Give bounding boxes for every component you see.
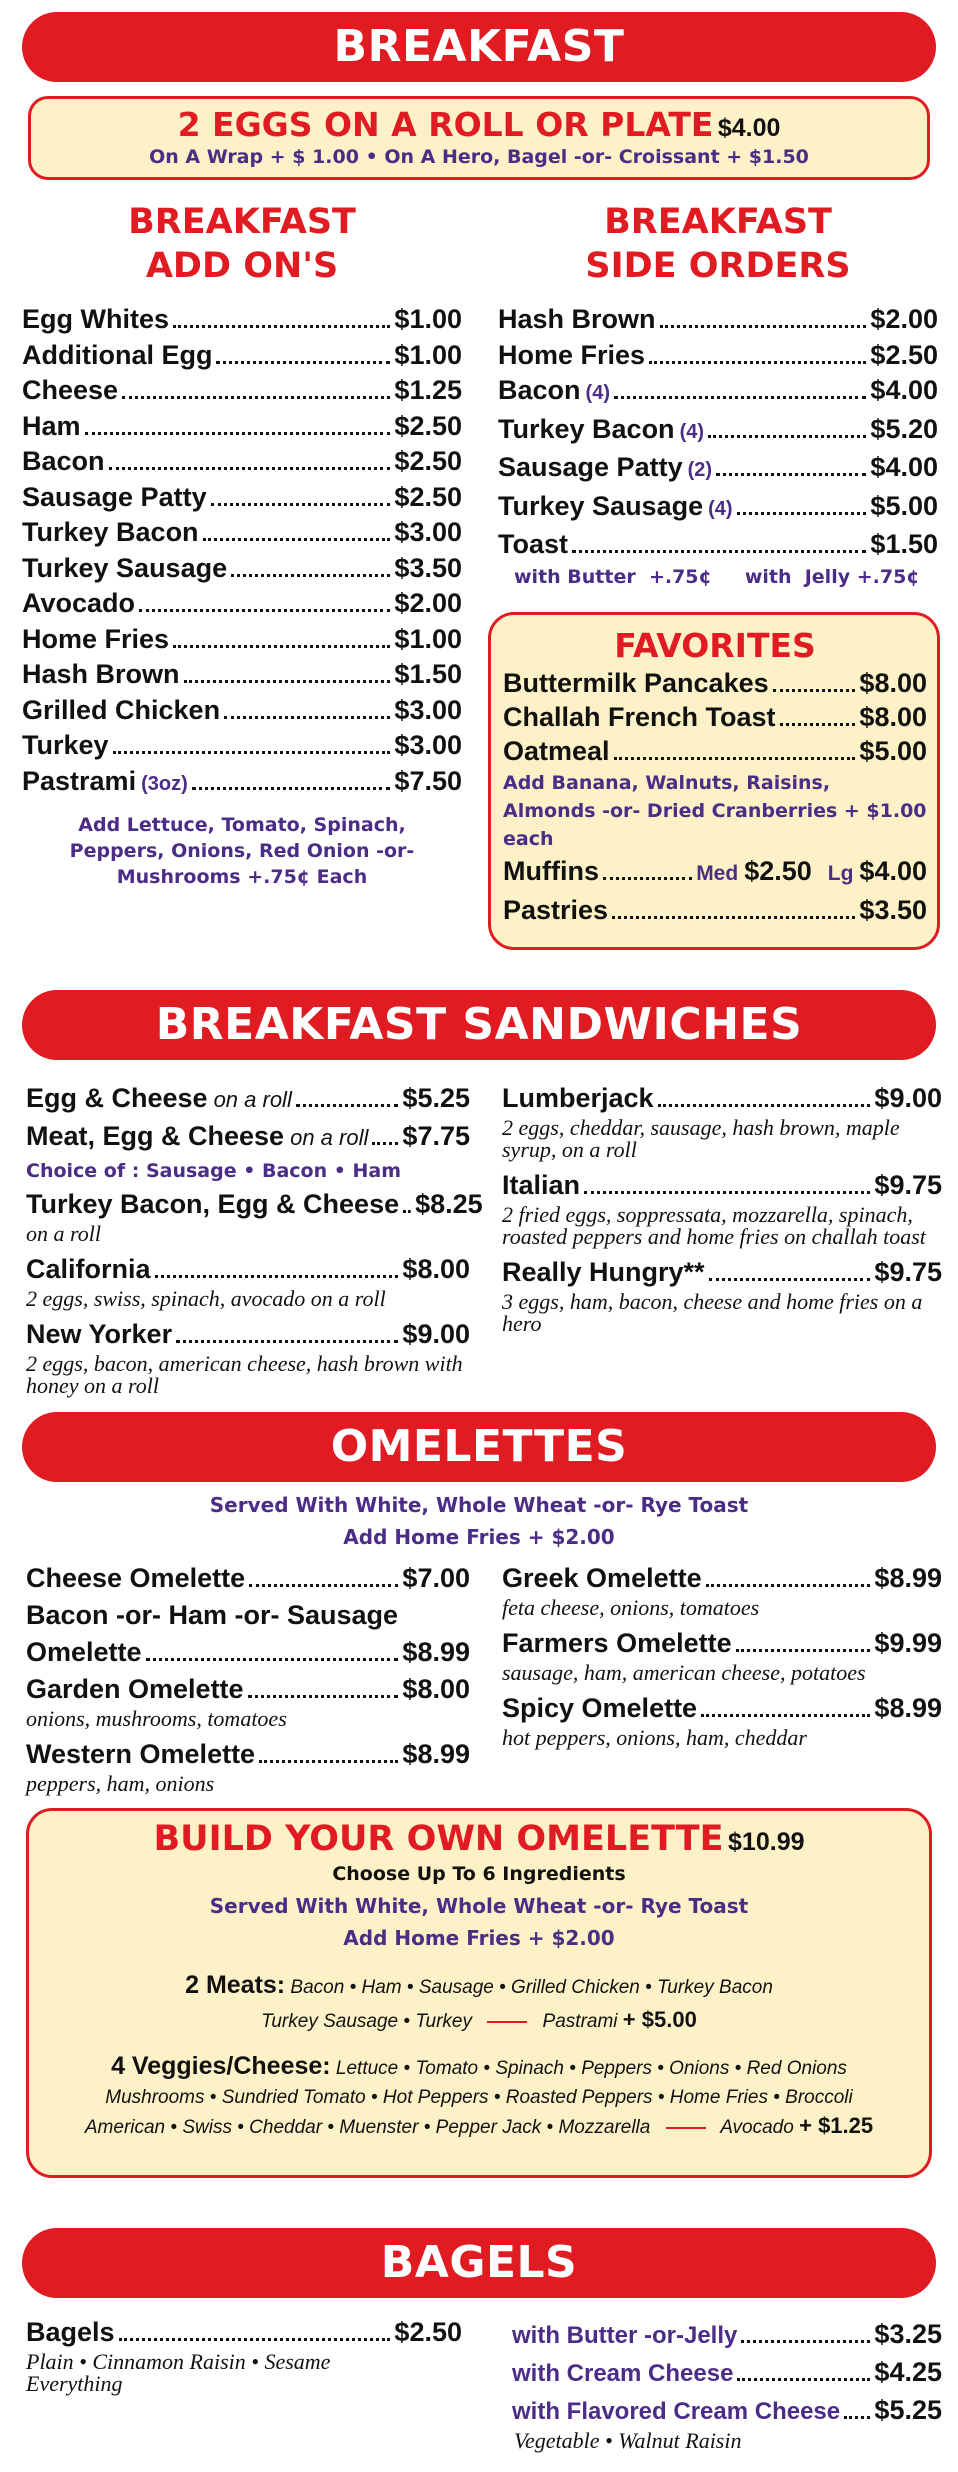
favorites-note: Add Banana, Walnuts, Raisins, Almonds -or- Dried Cranberries + $1.00 each — [503, 772, 927, 850]
item-price: $9.99 — [874, 1628, 942, 1658]
item-price: $8.00 — [859, 702, 927, 732]
dot-leader — [224, 716, 390, 719]
bagels-banner: BAGELS — [22, 2228, 936, 2298]
toast-note: with Butter +.75¢ with Jelly +.75¢ — [514, 565, 920, 588]
veg-line-2 — [29, 2085, 929, 2111]
dot-leader — [296, 1104, 399, 1107]
omelettes-left-list — [26, 1671, 470, 1795]
meats-label: 2 Meats: — [185, 1971, 286, 1999]
menu-item — [26, 1251, 470, 1288]
item-name: Ham — [22, 410, 81, 441]
addons-list — [22, 302, 462, 802]
meats-upcharge: + $5.00 — [622, 2007, 697, 2032]
item-name: Oatmeal — [503, 736, 610, 766]
item-description: 2 eggs, swiss, spinach, avocado on a roll — [26, 1286, 386, 1311]
item-price: $5.00 — [859, 736, 927, 766]
sides-column — [498, 200, 938, 591]
dot-leader — [192, 787, 391, 790]
item-price: $2.00 — [394, 588, 462, 618]
item-name: Really Hungry** — [502, 1257, 705, 1287]
item-quantity: (3oz) — [141, 772, 188, 795]
item-name: Grilled Chicken — [22, 694, 221, 725]
item-price: $1.00 — [394, 304, 462, 334]
item-name: Lumberjack — [502, 1083, 654, 1113]
menu-item — [26, 1080, 470, 1118]
item-name: Bacon -or- Ham -or- Sausage — [26, 1600, 399, 1630]
menu-item — [22, 693, 462, 729]
item-price: $2.50 — [394, 410, 462, 441]
item-name: California — [26, 1254, 151, 1284]
veg-list-3: American • Swiss • Cheddar • Muenster • Pepper Jack • Mozzarella — [84, 2117, 651, 2138]
menu-item — [512, 2354, 942, 2392]
dot-leader — [614, 396, 866, 399]
item-price: $8.00 — [402, 1674, 470, 1704]
menu-item — [22, 657, 462, 693]
bagels-right-list — [512, 2316, 942, 2430]
sandwiches-banner: BREAKFAST SANDWICHES — [22, 990, 936, 1060]
favorites-list — [503, 667, 927, 769]
muffins-lg-label: Lg — [827, 862, 854, 885]
item-price: $4.00 — [870, 375, 938, 405]
dot-leader — [844, 2416, 870, 2419]
menu-item — [503, 701, 927, 735]
item-name: Avocado — [22, 588, 136, 618]
item-name: Sausage Patty — [22, 481, 207, 512]
item-name: with Flavored Cream Cheese — [512, 2398, 841, 2425]
omelettes-served: Served With White, Whole Wheat -or- Rye Toast — [209, 1493, 749, 1517]
muffins-med-label: Med — [696, 862, 739, 885]
dot-leader — [780, 723, 856, 726]
item-name: Cheese — [22, 375, 119, 405]
dot-leader — [249, 1584, 398, 1587]
dot-leader — [584, 1191, 870, 1194]
menu-item — [512, 2392, 942, 2430]
pastries-leader — [612, 916, 855, 919]
item-note: on a roll — [213, 1087, 292, 1112]
menu-item — [26, 1736, 470, 1773]
dot-leader — [184, 680, 391, 683]
bagels-left-column — [26, 2314, 462, 2401]
veg-line — [29, 2050, 929, 2085]
menu-item — [22, 373, 462, 409]
menu-item — [22, 515, 462, 551]
meats-upcharge-item: Pastrami — [542, 2011, 618, 2032]
dot-leader — [572, 550, 866, 553]
item-price: $2.00 — [870, 304, 938, 334]
dot-leader — [706, 1584, 871, 1587]
item-price: $1.25 — [394, 375, 462, 405]
dot-leader — [173, 645, 390, 648]
menu-item — [502, 1625, 942, 1662]
menu-item — [503, 735, 927, 769]
menu-item — [26, 1316, 470, 1353]
item-price: $3.50 — [394, 552, 462, 583]
item-price: $3.00 — [394, 517, 462, 547]
dot-leader — [85, 432, 391, 435]
omelettes-banner: OMELETTES — [22, 1412, 936, 1482]
dot-leader — [146, 1658, 399, 1661]
item-price: $7.75 — [402, 1121, 470, 1151]
item-price: $5.00 — [870, 490, 938, 521]
veg-list-2: Mushrooms • Sundried Tomato • Hot Peppers • Roasted Peppers • Home Fries • Broccoli — [105, 2087, 853, 2108]
item-description: peppers, ham, onions — [26, 1771, 215, 1796]
item-name: Bacon — [22, 446, 105, 476]
menu-item — [22, 764, 462, 803]
item-quantity: (4) — [585, 382, 610, 404]
omelettes-right-list — [502, 1560, 942, 1749]
item-name: Buttermilk Pancakes — [503, 668, 769, 698]
dot-leader — [113, 751, 391, 754]
dot-leader — [259, 1760, 398, 1763]
meats-list-2: Turkey Sausage • Turkey — [261, 2011, 472, 2032]
dot-leader — [176, 1340, 398, 1343]
item-name: Hash Brown — [498, 304, 656, 334]
eggs-highlight-box — [28, 96, 930, 180]
sandwiches-left-list-2 — [26, 1186, 483, 1398]
item-price: $8.99 — [402, 1739, 470, 1769]
meats-line — [29, 1969, 929, 2004]
item-price: $8.00 — [859, 668, 927, 698]
dot-leader — [736, 1649, 871, 1652]
item-quantity: (4) — [708, 497, 733, 520]
item-name: Turkey Bacon — [498, 413, 675, 444]
menu-item — [22, 728, 462, 764]
item-price: $2.50 — [394, 481, 462, 512]
item-name: Toast — [498, 529, 569, 559]
item-name: Pastrami — [22, 765, 137, 796]
menu-item — [22, 302, 462, 338]
dot-leader — [741, 2340, 870, 2343]
muffins-name: Muffins — [503, 856, 599, 886]
favorites-box — [488, 612, 940, 950]
sandwich-choice: Choice of : Sausage • Bacon • Ham — [26, 1160, 402, 1182]
sandwiches-left-list — [26, 1080, 470, 1156]
dot-leader — [660, 325, 867, 328]
veg-upcharge-item: Avocado — [720, 2117, 794, 2138]
dot-leader — [231, 574, 390, 577]
item-price: $1.50 — [394, 659, 462, 689]
dot-leader — [701, 1714, 870, 1717]
item-name: Cheese Omelette — [26, 1563, 246, 1593]
dot-leader — [614, 757, 856, 760]
build-price: $10.99 — [728, 1828, 805, 1856]
muffins-row — [503, 853, 927, 892]
item-description: 2 fried eggs, soppressata, mozzarella, spinach, roasted peppers and home fries on challah toast — [502, 1202, 926, 1249]
item-name: Sausage Patty — [498, 452, 683, 482]
dot-leader — [737, 512, 867, 515]
item-name: Italian — [502, 1170, 581, 1200]
menu-item — [502, 1690, 942, 1727]
menu-item — [498, 489, 938, 528]
item-name: with Butter -or-Jelly — [512, 2322, 738, 2349]
menu-item — [22, 586, 462, 622]
item-price: $2.50 — [394, 2317, 462, 2347]
item-name: Turkey Bacon, Egg & Cheese — [26, 1189, 400, 1219]
menu-item — [498, 302, 938, 338]
menu-item — [498, 412, 938, 451]
item-price: $9.00 — [402, 1319, 470, 1349]
build-title: BUILD YOUR OWN OMELETTE — [153, 1819, 724, 1859]
addons-title: BREAKFAST ADD ON'S — [128, 202, 356, 286]
item-name: Turkey Bacon — [22, 517, 199, 547]
item-name: Greek Omelette — [502, 1563, 702, 1593]
item-price: $8.25 — [415, 1189, 483, 1219]
item-note: on a roll — [290, 1125, 369, 1150]
menu-item — [26, 1634, 470, 1671]
item-name: Turkey — [22, 730, 109, 760]
red-separator — [487, 2021, 527, 2023]
pastries-row — [503, 892, 927, 929]
item-name: Turkey Sausage — [22, 552, 228, 583]
item-name: Bagels — [26, 2317, 115, 2347]
dot-leader — [109, 467, 391, 470]
item-price: $8.99 — [402, 1637, 470, 1667]
item-price: $5.25 — [402, 1083, 470, 1113]
dot-leader — [658, 1104, 871, 1107]
item-name: Egg Whites — [22, 304, 169, 334]
item-name: New Yorker — [26, 1319, 173, 1349]
muffins-lg-price: $4.00 — [859, 856, 927, 886]
menu-item — [498, 373, 938, 412]
item-name: Egg & Cheese — [26, 1083, 208, 1113]
dot-leader — [211, 503, 391, 506]
item-price: $4.00 — [870, 452, 938, 482]
sides-list — [498, 302, 938, 563]
red-separator — [666, 2127, 706, 2129]
eggs-title: 2 EGGS ON A ROLL OR PLATE — [177, 105, 714, 144]
favorites-title: FAVORITES — [614, 626, 816, 665]
menu-item — [22, 480, 462, 516]
menu-item — [502, 1254, 942, 1291]
dot-leader — [122, 396, 390, 399]
item-price: $9.00 — [874, 1083, 942, 1113]
menu-item — [22, 551, 462, 587]
item-price: $1.00 — [394, 623, 462, 654]
dot-leader — [773, 689, 856, 692]
item-price: $7.00 — [402, 1563, 470, 1593]
item-quantity: (2) — [687, 459, 713, 481]
item-description: hot peppers, onions, ham, cheddar — [502, 1725, 807, 1750]
item-description: 3 eggs, ham, bacon, cheese and home fries on a hero — [502, 1289, 923, 1336]
dot-leader — [716, 473, 866, 476]
menu-item — [498, 450, 938, 489]
build-add-fries: Add Home Fries + $2.00 — [343, 1926, 615, 1950]
veg-upcharge: + $1.25 — [799, 2113, 874, 2138]
menu-item — [502, 1560, 942, 1597]
item-price: $3.25 — [874, 2319, 942, 2349]
item-price: $5.25 — [874, 2395, 942, 2425]
dot-leader — [248, 1695, 399, 1698]
item-description: 2 eggs, cheddar, sausage, hash brown, maple syrup, on a roll — [502, 1115, 900, 1162]
dot-leader — [155, 1275, 399, 1278]
omelettes-add-fries: Add Home Fries + $2.00 — [343, 1525, 615, 1549]
meats-line-2 — [29, 2004, 929, 2038]
omelettes-left-column — [26, 1560, 470, 1801]
dot-leader — [216, 361, 390, 364]
menu-item — [26, 2314, 462, 2351]
item-name: Western Omelette — [26, 1739, 256, 1769]
item-name: Farmers Omelette — [502, 1628, 732, 1658]
omelettes-right-column — [502, 1560, 942, 1755]
item-name: Bacon — [498, 375, 581, 405]
sandwiches-right-column — [502, 1080, 942, 1341]
item-name: Spicy Omelette — [502, 1693, 698, 1723]
dot-leader — [737, 2378, 870, 2381]
menu-item — [512, 2316, 942, 2354]
item-description: feta cheese, onions, tomatoes — [502, 1595, 760, 1620]
item-price: $7.50 — [394, 765, 462, 796]
item-price: $2.50 — [870, 339, 938, 370]
item-name: Home Fries — [498, 339, 646, 370]
build-omelette-box — [26, 1808, 932, 2178]
dot-leader — [709, 1278, 871, 1281]
dot-leader — [403, 1210, 411, 1213]
dot-leader — [708, 435, 866, 438]
menu-item — [26, 1671, 470, 1708]
menu-item — [498, 338, 938, 374]
item-name: Garden Omelette — [26, 1674, 244, 1704]
item-name: Turkey Sausage — [498, 490, 704, 521]
menu-item — [26, 1118, 470, 1156]
item-name: Hash Brown — [22, 659, 180, 689]
addons-note: Add Lettuce, Tomato, Spinach, Peppers, Onions, Red Onion -or- Mushrooms +.75¢ Each — [69, 814, 415, 888]
bagels-right-column — [512, 2316, 942, 2458]
dot-leader — [173, 325, 390, 328]
item-price: $3.00 — [394, 694, 462, 725]
veg-list: Lettuce • Tomato • Spinach • Peppers • Onions • Red Onions — [335, 2058, 847, 2079]
bagels-desc: Plain • Cinnamon Raisin • Sesame Everything — [26, 2349, 331, 2396]
item-price: $1.50 — [870, 529, 938, 559]
item-price: $8.00 — [402, 1254, 470, 1284]
item-price: $4.25 — [874, 2357, 942, 2387]
item-price: $9.75 — [874, 1257, 942, 1287]
item-name: with Cream Cheese — [512, 2360, 734, 2387]
build-served: Served With White, Whole Wheat -or- Rye Toast — [209, 1894, 749, 1918]
menu-item — [502, 1080, 942, 1117]
meats-list: Bacon • Ham • Sausage • Grilled Chicken • Turkey Bacon — [290, 1977, 773, 1998]
item-description: sausage, ham, american cheese, potatoes — [502, 1660, 866, 1685]
eggs-sub: On A Wrap + $ 1.00 • On A Hero, Bagel -or- Croissant + $1.50 — [149, 146, 809, 168]
item-price: $9.75 — [874, 1170, 942, 1200]
item-name: Challah French Toast — [503, 702, 776, 732]
item-price: $8.99 — [874, 1563, 942, 1593]
pastries-name: Pastries — [503, 895, 609, 925]
sandwiches-left-column — [26, 1080, 483, 1403]
item-description: onions, mushrooms, tomatoes — [26, 1706, 287, 1731]
veg-label: 4 Veggies/Cheese: — [111, 2052, 331, 2080]
menu-item — [22, 444, 462, 480]
item-price: $3.00 — [394, 730, 462, 760]
dot-leader — [203, 538, 391, 541]
menu-item — [503, 667, 927, 701]
muffins-med-price: $2.50 — [744, 856, 812, 886]
item-name: Meat, Egg & Cheese — [26, 1121, 285, 1151]
dot-leader — [372, 1142, 398, 1145]
dot-leader — [139, 609, 390, 612]
item-price: $2.50 — [394, 446, 462, 476]
item-name: Additional Egg — [22, 339, 213, 370]
eggs-price: $4.00 — [717, 114, 781, 142]
build-choose: Choose Up To 6 Ingredients — [332, 1863, 626, 1885]
item-name: Home Fries — [22, 623, 170, 654]
pastries-price: $3.50 — [859, 895, 927, 925]
menu-item — [22, 409, 462, 445]
menu-item — [22, 338, 462, 374]
item-price: $8.99 — [874, 1693, 942, 1723]
flavored-desc: Vegetable • Walnut Raisin — [514, 2428, 742, 2453]
breakfast-banner: BREAKFAST — [22, 12, 936, 82]
menu-item — [498, 527, 938, 563]
menu-item — [22, 622, 462, 658]
menu-item-line — [26, 1597, 470, 1634]
dot-leader — [649, 361, 866, 364]
item-price: $1.00 — [394, 339, 462, 370]
menu-item — [26, 1186, 483, 1223]
item-name: Omelette — [26, 1637, 142, 1667]
sandwiches-right-list — [502, 1080, 942, 1335]
item-description: 2 eggs, bacon, american cheese, hash brown with honey on a roll — [26, 1351, 463, 1398]
item-price: $5.20 — [870, 413, 938, 444]
menu-item — [502, 1167, 942, 1204]
veg-line-3 — [29, 2111, 929, 2143]
item-description: on a roll — [26, 1221, 101, 1246]
dot-leader — [119, 2338, 391, 2341]
muffins-leader — [603, 877, 692, 880]
item-quantity: (4) — [679, 420, 705, 443]
menu-item — [26, 1560, 470, 1597]
sides-title: BREAKFAST SIDE ORDERS — [585, 202, 851, 286]
addons-column — [22, 200, 462, 890]
